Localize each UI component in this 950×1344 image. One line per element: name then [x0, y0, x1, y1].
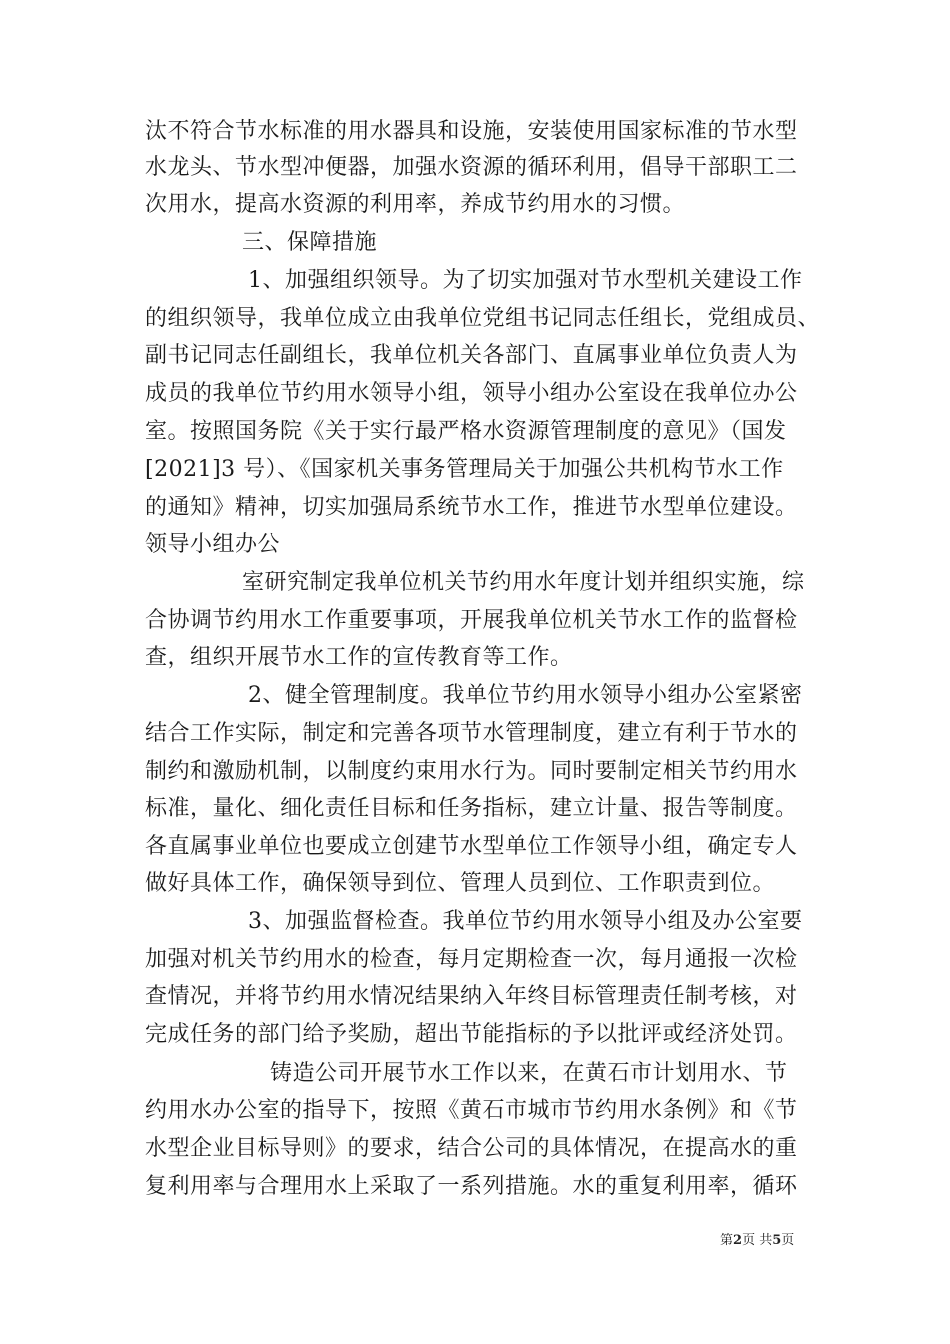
text-line: 结合工作实际，制定和完善各项节水管理制度，建立有利于节水的 [145, 721, 798, 746]
text-line: 的通知》精神，切实加强局系统节水工作，推进节水型单位建设。 [145, 495, 798, 520]
text-line: 合协调节约用水工作重要事项，开展我单位机关节水工作的监督检 [145, 608, 798, 633]
text-line: 室研究制定我单位机关节约用水年度计划并组织实施，综 [242, 570, 805, 595]
text-line: 完成任务的部门给予奖励，超出节能指标的予以批评或经济处罚。 [145, 1022, 798, 1047]
text-line: 铸造公司开展节水工作以来，在黄石市计划用水、节 [270, 1061, 788, 1086]
text-line: 水龙头、节水型冲便器，加强水资源的循环利用，倡导干部职工二 [145, 155, 798, 180]
text-line: 领导小组办公 [145, 532, 281, 557]
footer-page-number: 2 [733, 1233, 743, 1248]
text-line: 水型企业目标导则》的要求，结合公司的具体情况，在提高水的重 [145, 1136, 798, 1161]
footer-total-pages: 5 [772, 1233, 782, 1248]
footer-middle: 页 共 [742, 1233, 773, 1248]
text-line: 成员的我单位节约用水领导小组，领导小组办公室设在我单位办公 [145, 381, 798, 406]
text-line: 制约和激励机制，以制度约束用水行为。同时要制定相关节约用水 [145, 759, 798, 784]
text-line: 汰不符合节水标准的用水器具和设施，安装使用国家标准的节水型 [145, 119, 798, 144]
text-line: [2021]3 号）、《国家机关事务管理局关于加强公共机构节水工作 [145, 457, 784, 482]
text-line: 室。按照国务院《关于实行最严格水资源管理制度的意见》（国发 [145, 419, 787, 444]
text-line: 副书记同志任副组长，我单位机关各部门、直属事业单位负责人为 [145, 343, 798, 368]
text-line: 约用水办公室的指导下，按照《黄石市城市节约用水条例》和《节 [145, 1098, 798, 1123]
text-line: 3、加强监督检查。我单位节约用水领导小组及办公室要 [248, 909, 803, 934]
text-line: 做好具体工作，确保领导到位、管理人员到位、工作职责到位。 [145, 871, 776, 896]
text-line: 加强对机关节约用水的检查，每月定期检查一次，每月通报一次检 [145, 947, 798, 972]
text-line: 1、加强组织领导。为了切实加强对节水型机关建设工作 [248, 268, 803, 293]
text-line: 次用水，提高水资源的利用率，养成节约用水的习惯。 [145, 192, 686, 217]
section-heading: 三、保障措施 [242, 230, 378, 255]
page-footer [720, 1233, 794, 1249]
text-line: 2、健全管理制度。我单位节约用水领导小组办公室紧密 [248, 683, 803, 708]
text-line: 查情况，并将节约用水情况结果纳入年终目标管理责任制考核，对 [145, 984, 798, 1009]
text-line: 标准，量化、细化责任目标和任务指标，建立计量、报告等制度。 [145, 796, 798, 821]
footer-suffix: 页 [781, 1233, 795, 1248]
text-line: 查，组织开展节水工作的宣传教育等工作。 [145, 645, 573, 670]
text-line: 各直属事业单位也要成立创建节水型单位工作领导小组，确定专人 [145, 834, 798, 859]
text-line: 的组织领导，我单位成立由我单位党组书记同志任组长，党组成员、 [145, 306, 821, 331]
footer-prefix: 第 [720, 1233, 734, 1248]
text-line: 复利用率与合理用水上采取了一系列措施。水的重复利用率，循环 [145, 1174, 798, 1199]
